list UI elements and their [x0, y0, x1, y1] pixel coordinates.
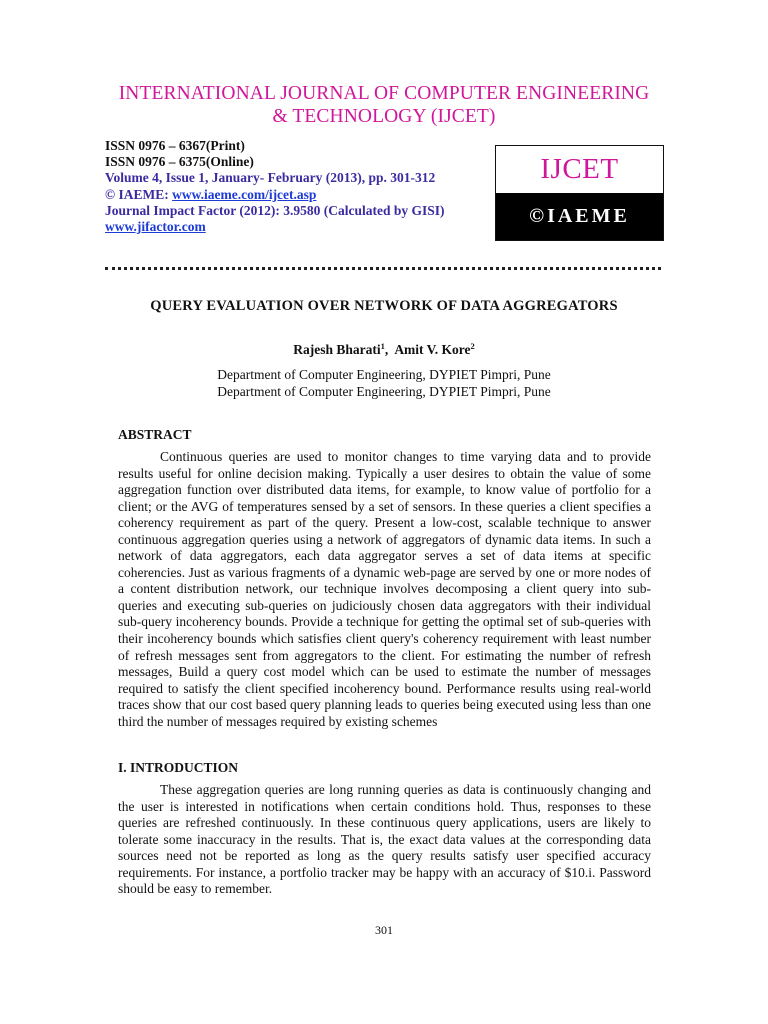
logo-iaeme-text: ©IAEME: [496, 193, 663, 240]
abstract-heading: ABSTRACT: [118, 427, 192, 442]
iaeme-line: [105, 187, 444, 203]
affiliation-2: Department of Computer Engineering, DYPIET Pimpri, Pune: [217, 384, 551, 399]
affiliation-1: Department of Computer Engineering, DYPIET Pimpri, Pune: [217, 367, 551, 382]
author-2-sup: 2: [470, 341, 475, 351]
author-1: Rajesh Bharati: [293, 342, 381, 357]
journal-title: [0, 82, 768, 128]
issn-online: ISSN 0976 – 6375(Online): [105, 154, 254, 170]
jif-link[interactable]: www.jifactor.com: [105, 219, 206, 235]
paper-title: QUERY EVALUATION OVER NETWORK OF DATA AGGREGATORS: [150, 298, 618, 314]
affiliations: [0, 366, 768, 400]
page-number: 301: [375, 923, 393, 937]
author-separator: ,: [384, 342, 395, 357]
logo-ijcet-text: IJCET: [540, 153, 619, 185]
abstract-text: Continuous queries are used to monitor changes to time varying data and to provide results useful for online decision making. Typically a user desires to obtain the value of some aggregation function over distributed data items, for example, to know value of portfolio for a client; or the AVG of temperatures sensed by a set of sensors. In these queries a client specifies a coherency requirement as part of the query. Present a low-cost, scalable technique to answer continuous aggregation queries using a network of aggregators of dynamic data items. In such a network of data aggregators, each data aggregator serves a set of data items at specific coherencies. Just as various fragments of a dynamic web-page are served by one or more nodes of a content distribution network, our technique involves decomposing a client query into sub-queries and executing sub-queries on judiciously chosen data aggregators with their individual sub-query incoherency bounds. Provide a technique for getting the optimal set of sub-queries with their incoherency bounds which satisfies client query's coherency requirement with least number of refresh messages sent from aggregators to the client. For estimating the number of refresh messages, Build a query cost model which can be used to estimate the number of messages required to satisfy the client specified incoherency bound. Performance results using real-world traces show that our cost based query planning leads to queries being executed using less than one third the number of messages required by existing schemes: [118, 449, 651, 729]
issn-print: ISSN 0976 – 6367(Print): [105, 138, 245, 153]
introduction-text: These aggregation queries are long running queries as data is continuously changing and the user is interested in notifications when certain conditions hold. Thus, responses to these queries are refreshed continuously. In these continuous query applications, users are likely to tolerate some inaccuracy in the results. That is, the exact data values at the corresponding data sources need not be reported as long as the query results satisfy user specified accuracy requirements. For instance, a portfolio tracker may be happy with an accuracy of $10.i. Password should be easy to remember.: [118, 782, 651, 897]
journal-info-block: [105, 138, 444, 235]
authors-line: [0, 341, 768, 358]
volume-info: Volume 4, Issue 1, January- February (2013), pp. 301-312: [105, 170, 436, 186]
introduction-heading: I. INTRODUCTION: [118, 760, 239, 775]
journal-title-line1: INTERNATIONAL JOURNAL OF COMPUTER ENGINEERING: [118, 83, 650, 104]
ijcet-logo: [495, 145, 664, 241]
impact-factor: Journal Impact Factor (2012): 3.9580 (Calculated by GISI): [105, 202, 445, 218]
author-1-sup: 1: [380, 341, 385, 351]
iaeme-link[interactable]: www.iaeme.com/ijcet.asp: [172, 186, 317, 202]
journal-title-line2: & TECHNOLOGY (IJCET): [272, 106, 496, 127]
iaeme-prefix: © IAEME:: [105, 186, 173, 202]
author-2: Amit V. Kore: [394, 342, 471, 357]
dotted-divider: [105, 267, 661, 270]
